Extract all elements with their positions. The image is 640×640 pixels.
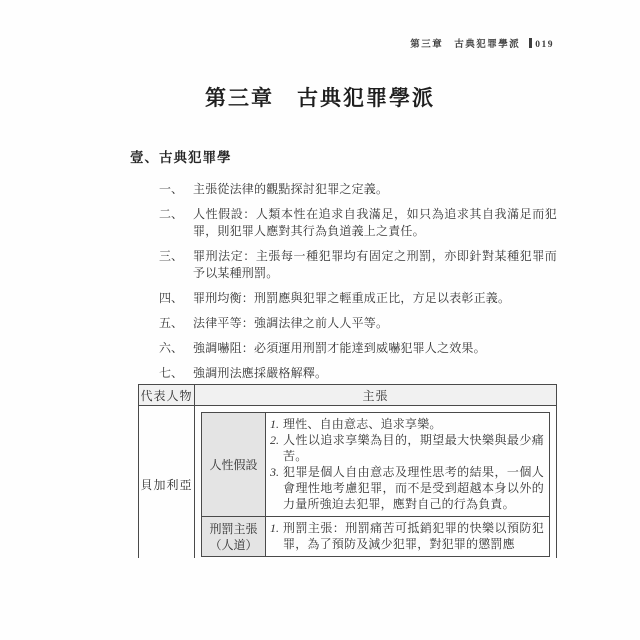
list-item-number: 四、 bbox=[159, 291, 184, 305]
representatives-table bbox=[138, 384, 557, 558]
running-head-chapter: 第三章 古典犯罪學派 bbox=[410, 40, 521, 50]
inner-points-cell bbox=[266, 517, 550, 557]
list-item-number: 七、 bbox=[159, 366, 184, 380]
list-item-number: 六、 bbox=[159, 341, 184, 355]
list-item-number: 三、 bbox=[159, 249, 184, 263]
sub-item-number: 3. bbox=[270, 465, 279, 479]
list-item-text: 強調嚇阻：必須運用刑罰才能達到威嚇犯罪人之效果。 bbox=[193, 341, 486, 355]
sub-item-number: 1. bbox=[270, 417, 279, 431]
sub-item-text: 犯罪是個人自由意志及理性思考的結果，一個人會理性地考慮犯罪，而不是受到超越本身以外的力量所強迫去犯罪，應對自己的行為負責。 bbox=[283, 465, 544, 511]
sub-item-text: 人性以追求享樂為目的，期望最大快樂與最少痛苦。 bbox=[283, 433, 544, 463]
section-heading: 壹、古典犯罪學 bbox=[130, 150, 232, 165]
list-item bbox=[159, 290, 557, 307]
inner-label-line: 刑罰主張 bbox=[209, 521, 258, 536]
list-item bbox=[159, 206, 557, 240]
header-cell-person: 代表人物 bbox=[139, 385, 195, 406]
running-head bbox=[410, 36, 554, 50]
list-item-text: 強調刑法應採嚴格解釋。 bbox=[193, 366, 328, 380]
list-item-number: 一、 bbox=[159, 182, 184, 196]
sub-item bbox=[270, 416, 544, 432]
list-item-number: 二、 bbox=[159, 207, 184, 221]
point-list bbox=[159, 181, 557, 390]
list-item-text: 罪刑法定：主張每一種犯罪均有固定之刑罰，亦即針對某種犯罪而予以某種刑罰。 bbox=[193, 249, 557, 280]
inner-points-cell bbox=[266, 413, 550, 517]
chapter-title: 第三章 古典犯罪學派 bbox=[205, 86, 435, 110]
sub-item-text: 刑罰主張：刑罰痛苦可抵銷犯罪的快樂以預防犯罪，為了預防及減少犯罪，對犯罪的懲罰應 bbox=[283, 521, 544, 551]
sub-item bbox=[270, 520, 544, 552]
page-number: 019 bbox=[535, 40, 554, 50]
inner-label-cell bbox=[202, 517, 266, 557]
list-item bbox=[159, 315, 557, 332]
table-body-row bbox=[139, 406, 557, 559]
list-item-number: 五、 bbox=[159, 316, 184, 330]
header-cell-claims: 主張 bbox=[195, 385, 557, 406]
list-item-text: 法律平等：強調法律之前人人平等。 bbox=[193, 316, 389, 330]
list-item bbox=[159, 365, 557, 382]
sub-item-text: 理性、自由意志、追求享樂。 bbox=[283, 417, 442, 431]
inner-label-cell bbox=[202, 413, 266, 517]
list-item-text: 罪刑均衡：刑罰應與犯罪之輕重成正比，方足以表彰正義。 bbox=[193, 291, 511, 305]
sub-item-number: 2. bbox=[270, 433, 279, 447]
inner-label-line: （人道） bbox=[209, 537, 258, 552]
person-name-cell: 貝加利亞 bbox=[139, 406, 195, 559]
page-number-divider bbox=[529, 38, 532, 48]
list-item-text: 主張從法律的觀點探討犯罪之定義。 bbox=[193, 182, 389, 196]
inner-row-punishment bbox=[202, 517, 550, 557]
sub-item bbox=[270, 464, 544, 512]
table-header-row bbox=[139, 385, 557, 406]
claims-cell bbox=[195, 406, 557, 559]
representatives-table-wrapper bbox=[138, 384, 557, 558]
sub-item bbox=[270, 432, 544, 464]
list-item bbox=[159, 181, 557, 198]
inner-row-human-nature bbox=[202, 413, 550, 517]
list-item-text: 人性假設：人類本性在追求自我滿足，如只為追求其自我滿足而犯罪，則犯罪人應對其行為負道義上之責任。 bbox=[193, 207, 557, 238]
claims-inner-table bbox=[201, 412, 550, 557]
list-item bbox=[159, 340, 557, 357]
inner-label-line: 人性假設 bbox=[209, 457, 258, 472]
list-item bbox=[159, 248, 557, 282]
sub-item-number: 1. bbox=[270, 521, 279, 535]
